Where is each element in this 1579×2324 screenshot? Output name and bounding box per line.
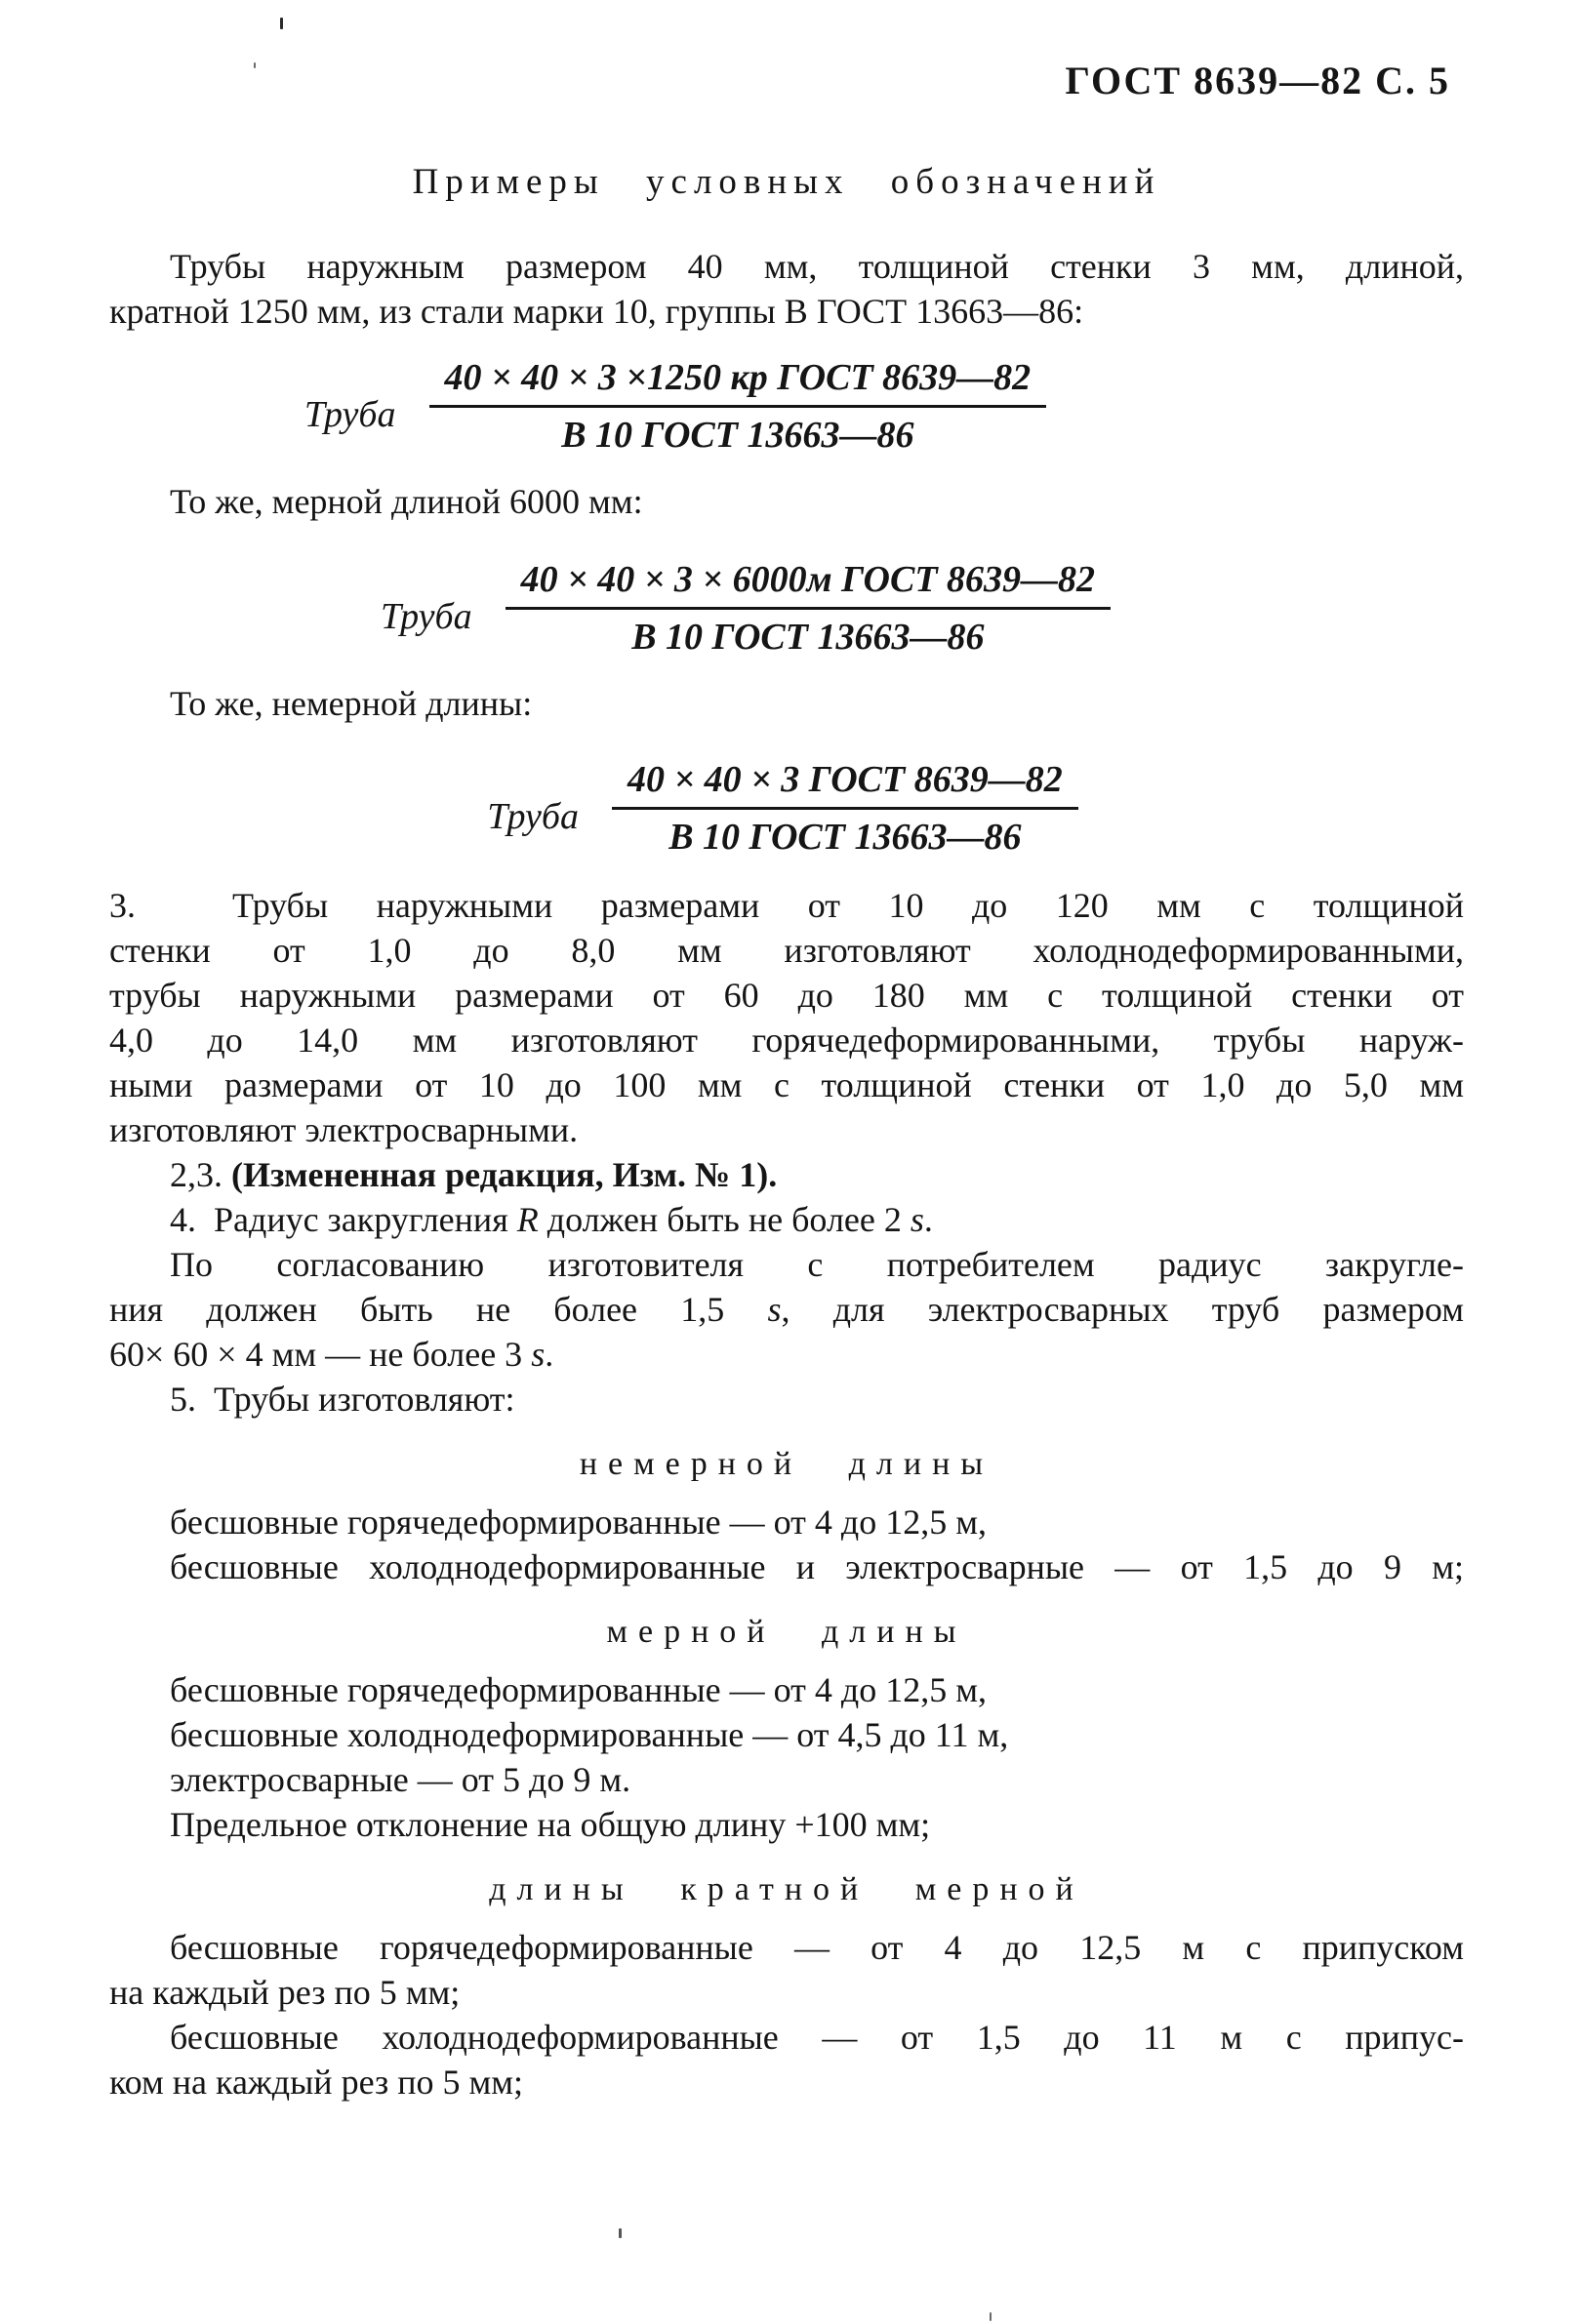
fraction-denominator: В 10 ГОСТ 13663—86 <box>668 817 1022 858</box>
paragraph-line: трубы наружными размерами от 60 до 180 мм с толщиной стенки от <box>109 976 1464 1015</box>
formula-fraction <box>429 355 1047 458</box>
clause-23-amendment <box>109 1152 1464 1197</box>
measured-length-list <box>109 1667 1464 1847</box>
document-title: Примеры условных обозначений <box>412 162 1161 202</box>
list-item: бесшовные горячедеформированные — от 4 до 12,5 м, <box>170 1670 987 1709</box>
section-heading-unmeasured-length: немерной длины <box>579 1446 994 1482</box>
tolerance-note: Предельное отклонение на общую длину +100 мм; <box>170 1805 931 1844</box>
paragraph-line: 3. Трубы наружными размерами от 10 до 120 мм с толщиной <box>109 886 1464 925</box>
paragraph-line: кратной 1250 мм, из стали марки 10, группы В ГОСТ 13663—86: <box>109 292 1084 331</box>
list-item: бесшовные горячедеформированные — от 4 до 12,5 м с припуском <box>170 1928 1464 1967</box>
amendment-note: (Измененная редакция, Изм. № 1). <box>231 1155 778 1194</box>
paragraph-line: То же, немерной длины: <box>170 684 533 723</box>
list-item: ком на каждый рез по 5 мм; <box>109 2063 524 2102</box>
agreement-paragraph <box>109 1242 1464 1377</box>
paragraph-text: , для электросварных труб размером <box>781 1290 1465 1329</box>
fraction-denominator: В 10 ГОСТ 13663—86 <box>631 617 985 658</box>
formula-label: Труба <box>304 393 396 435</box>
list-item: на каждый рез по 5 мм; <box>109 1973 461 2012</box>
section-heading-measured-length: мерной длины <box>606 1614 967 1650</box>
paragraph-text: ния должен быть не более 1,5 <box>109 1290 768 1329</box>
same-note-measured <box>109 479 1464 524</box>
clause-text: . <box>923 1200 933 1239</box>
clause-number: 2,3. <box>170 1155 231 1194</box>
symbol-R: R <box>516 1200 539 1239</box>
designation-formula-measured-length <box>68 557 1423 660</box>
paragraph-line: ными размерами от 10 до 100 мм с толщиной стенки от 1,0 до 5,0 мм <box>109 1065 1464 1104</box>
same-note-unmeasured <box>109 681 1464 726</box>
formula-fraction <box>506 557 1111 660</box>
list-item: бесшовные холоднодеформированные — от 4,5 до 11 м, <box>170 1715 1009 1754</box>
symbol-s: s <box>531 1335 546 1374</box>
list-item: электросварные — от 5 до 9 м. <box>170 1760 631 1799</box>
list-item: бесшовные холоднодеформированные — от 1,5 до 11 м с припус- <box>170 2018 1464 2057</box>
formula-label: Труба <box>487 795 579 837</box>
designation-formula-unmeasured-length <box>105 757 1460 860</box>
paragraph-text: . <box>545 1335 554 1374</box>
clause-4-radius <box>109 1197 1464 1242</box>
paragraph-line <box>109 1287 1464 1332</box>
designation-formula-multiple-length <box>0 355 1353 458</box>
scan-speck <box>619 2228 622 2238</box>
unmeasured-length-list <box>109 1500 1464 1589</box>
section-heading-multiple-measured-length: длины кратной мерной <box>489 1871 1084 1907</box>
fraction-denominator: В 10 ГОСТ 13663—86 <box>561 415 914 456</box>
list-item: бесшовные холоднодеформированные и электросварные — от 1,5 до 9 м; <box>170 1547 1464 1586</box>
paragraph-text: 60× 60 × 4 мм — не более 3 <box>109 1335 532 1374</box>
paragraph-line: 4,0 до 14,0 мм изготовляют горячедеформированными, трубы наруж- <box>109 1021 1464 1060</box>
fraction-numerator: 40 × 40 × 3 ГОСТ 8639—82 <box>612 757 1078 810</box>
fraction-numerator: 40 × 40 × 3 × 6000м ГОСТ 8639—82 <box>506 557 1111 610</box>
paragraph-line: изготовляют электросварными. <box>109 1110 579 1149</box>
intro-paragraph <box>109 244 1464 334</box>
page-number-header: ГОСТ 8639—82 С. 5 <box>1065 59 1450 102</box>
paragraph-line: По согласованию изготовителя с потребителем радиус закругле- <box>170 1245 1464 1284</box>
list-item: бесшовные горячедеформированные — от 4 до 12,5 м, <box>170 1503 987 1542</box>
paragraph-line: Трубы наружным размером 40 мм, толщиной стенки 3 мм, длиной, <box>170 247 1464 286</box>
clause-text: 4. Радиус закругления <box>170 1200 517 1239</box>
paragraph-line: То же, мерной длиной 6000 мм: <box>170 482 643 521</box>
fraction-numerator: 40 × 40 × 3 ×1250 кр ГОСТ 8639—82 <box>429 355 1047 408</box>
paragraph-line <box>109 1332 1464 1377</box>
clause-5-intro: 5. Трубы изготовляют: <box>170 1380 515 1419</box>
clause-3-paragraph <box>109 883 1464 1152</box>
symbol-s: s <box>910 1200 924 1239</box>
formula-label: Труба <box>380 595 472 637</box>
symbol-s: s <box>767 1290 782 1329</box>
scan-speck <box>990 2312 992 2321</box>
clause-text: должен быть не более 2 <box>538 1200 911 1239</box>
paragraph-line: стенки от 1,0 до 8,0 мм изготовляют холоднодеформированными, <box>109 931 1464 970</box>
multiple-measured-length-list <box>109 1925 1464 2104</box>
formula-fraction <box>612 757 1078 860</box>
text-column <box>109 0 1464 2104</box>
